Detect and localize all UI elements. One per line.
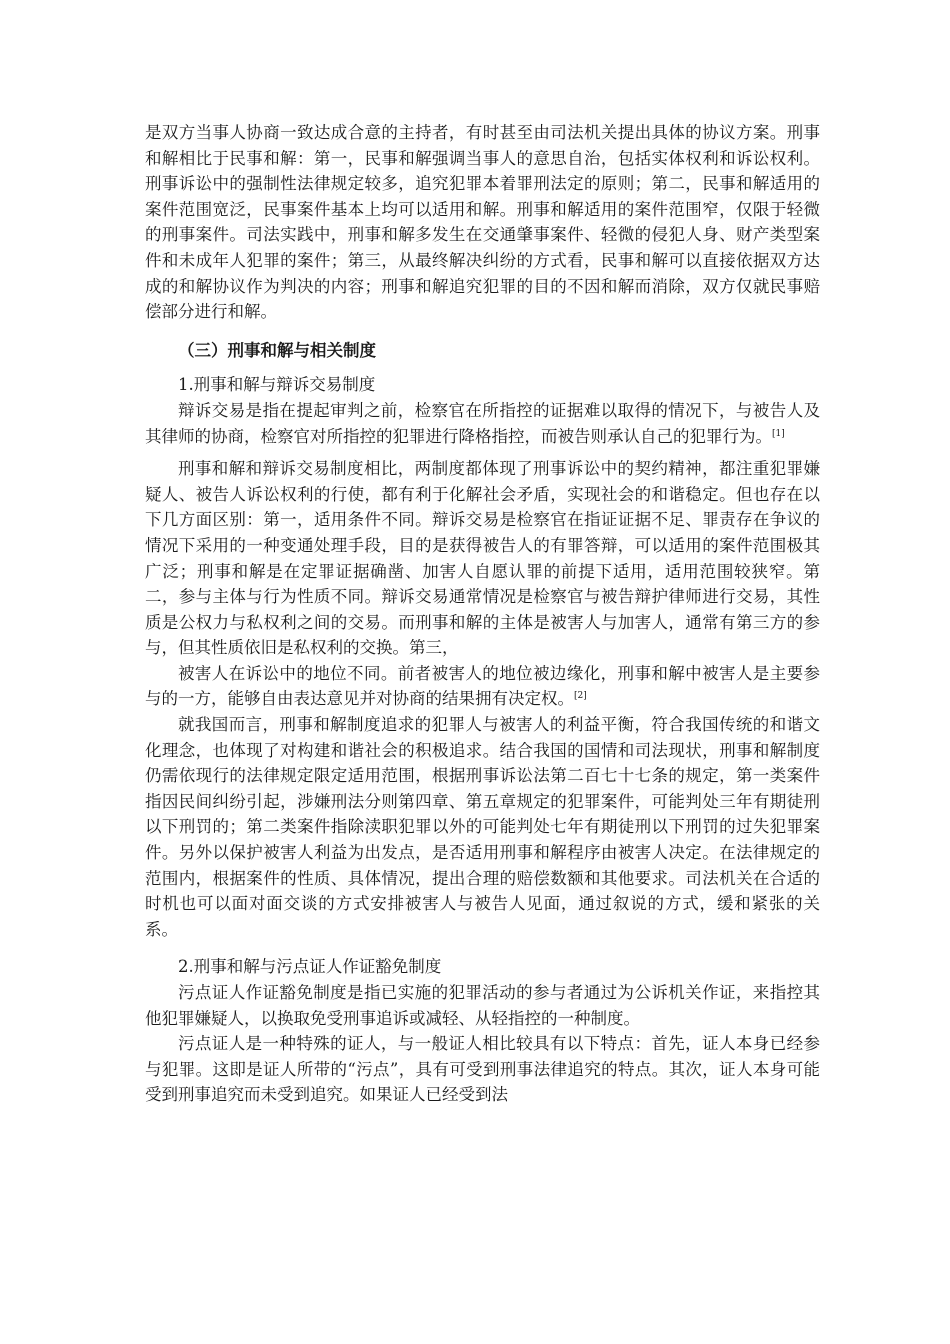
paragraph-domestic-context: 就我国而言，刑事和解制度追求的犯罪人与被害人的利益平衡，符合我国传统的和谐文化理念，也体现了对构建和谐社会的积极追求。结合我国的国情和司法现状，刑事和解制度仍需依现行的法律规定限定适用范围，根据刑事诉讼法第二百七十七条的规定，第一类案件指因民间纠纷引起，涉嫌刑法分则第四章、第五章规定的犯罪案件，可能判处三年有期徒刑以下刑罚的；第二类案件指除渎职犯罪以外的可能判处七年有期徒刑以下刑罚的过失犯罪案件。另外以保护被害人利益为出发点，是否适用刑事和解程序由被害人决定。在法律规定的范围内，根据案件的性质、具体情况，提出合理的赔偿数额和其他要求。司法机关在合适的时机也可以面对面交谈的方式安排被害人与被告人见面，通过叙说的方式，缓和紧张的关系。	[145, 715, 820, 939]
subsection-heading-2: 2.刑事和解与污点证人作证豁免制度	[178, 957, 442, 977]
paragraph-tainted-witness-features: 污点证人是一种特殊的证人，与一般证人相比较具有以下特点：首先，证人本身已经参与犯罪。这即是证人所带的“污点”，具有可受到刑事法律追究的特点。其次，证人本身可能受到刑事追究而未受到追究。如果证人已经受到法	[145, 1034, 820, 1105]
footnote-ref-1: [1]	[772, 428, 785, 439]
paragraph-text: 辩诉交易是指在提起审判之前，检察官在所指控的证据难以取得的情况下，与被告人及其律师的协商，检察官对所指控的犯罪进行降格指控，而被告则承认自己的犯罪行为。	[145, 400, 820, 446]
paragraph-victim-status	[145, 661, 820, 712]
paragraph-tainted-witness-definition: 污点证人作证豁免制度是指已实施的犯罪活动的参与者通过为公诉机关作证，来指控其他犯罪嫌疑人，以换取免受刑事追诉或减轻、从轻指控的一种制度。	[145, 983, 820, 1028]
paragraph-text: 被害人在诉讼中的地位不同。前者被害人的地位被边缘化，刑事和解中被害人是主要参与的一方，能够自由表达意见并对协商的结果拥有决定权。	[145, 663, 820, 709]
document-page	[145, 120, 820, 1108]
paragraph-plea-bargaining-definition	[145, 398, 820, 449]
paragraph-continuation: 是双方当事人协商一致达成合意的主持者，有时甚至由司法机关提出具体的协议方案。刑事和解相比于民事和解：第一，民事和解强调当事人的意思自治，包括实体权利和诉讼权利。刑事诉讼中的强制性法律规定较多，追究犯罪本着罪刑法定的原则；第二，民事和解适用的案件范围宽泛，民事案件基本上均可以适用和解。刑事和解适用的案件范围窄，仅限于轻微的刑事案件。司法实践中，刑事和解多发生在交通肇事案件、轻微的侵犯人身、财产类型案件和未成年人犯罪的案件；第三，从最终解决纠纷的方式看，民事和解可以直接依据双方达成的和解协议作为判决的内容；刑事和解追究犯罪的目的不因和解而消除，双方仅就民事赔偿部分进行和解。	[145, 123, 820, 322]
subsection-heading-1: 1.刑事和解与辩诉交易制度	[178, 375, 376, 395]
footnote-ref-2: [2]	[574, 691, 587, 702]
paragraph-comparison: 刑事和解和辩诉交易制度相比，两制度都体现了刑事诉讼中的契约精神，都注重犯罪嫌疑人、被告人诉讼权利的行使，都有利于化解社会矛盾，实现社会的和谐稳定。但也存在以下几方面区别：第一，适用条件不同。辩诉交易是检察官在指证证据不足、罪责存在争议的情况下采用的一种变通处理手段，目的是获得被告人的有罪答辩，可以适用的案件范围极其广泛；刑事和解是在定罪证据确凿、加害人自愿认罪的前提下适用，适用范围较狭窄。第二，参与主体与行为性质不同。辩诉交易通常情况是检察官与被告辩护律师进行交易，其性质是公权力与私权利之间的交易。而刑事和解的主体是被害人与加害人，通常有第三方的参与，但其性质依旧是私权利的交换。第三，	[145, 459, 820, 658]
section-heading: （三）刑事和解与相关制度	[178, 340, 376, 360]
